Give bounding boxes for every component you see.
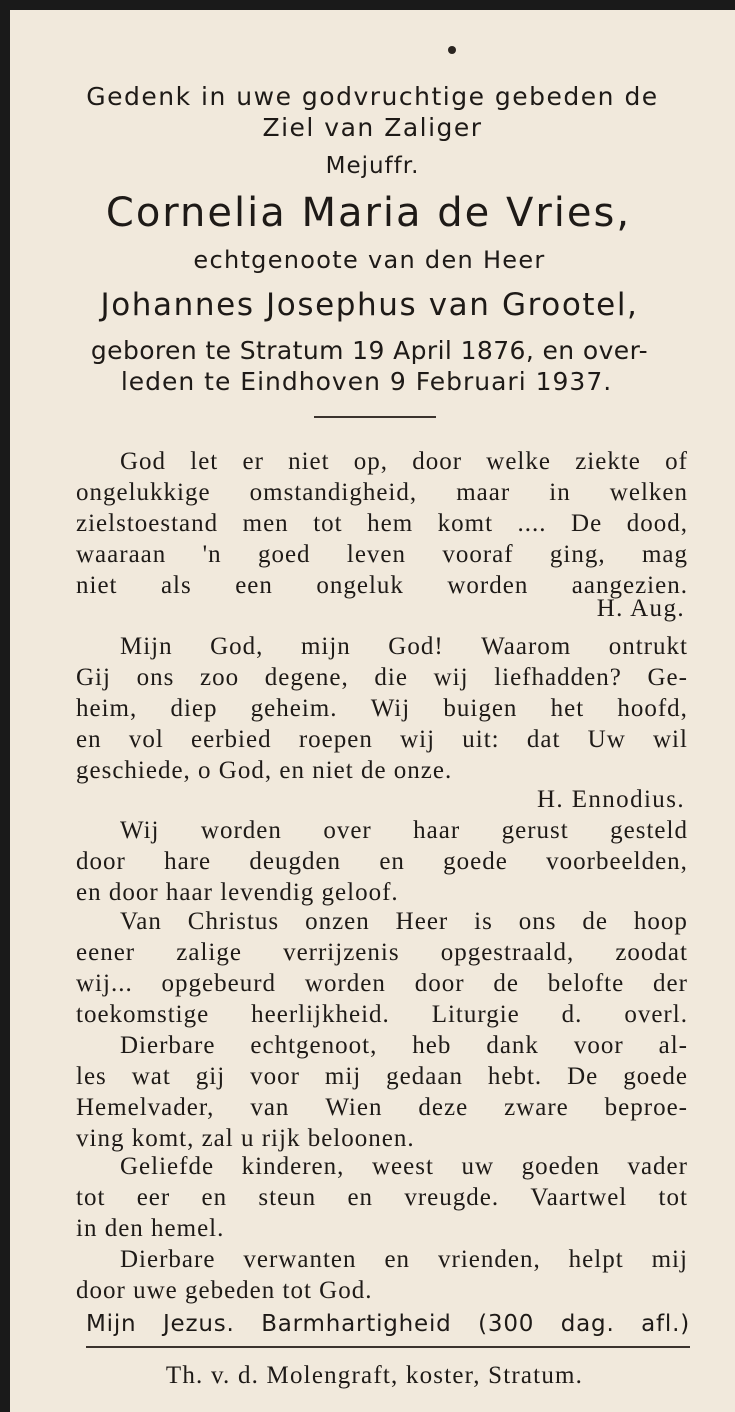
text-line: door uwe gebeden tot God. xyxy=(76,1277,373,1304)
text-line: zielstoestand men tot hem komt .... De dood, xyxy=(76,510,688,537)
intro-line: Gedenk in uwe godvruchtige gebeden de xyxy=(86,82,659,111)
text-line: God let er niet op, door welke ziekte of xyxy=(120,448,688,475)
text-line: en door haar levendig geloof. xyxy=(76,879,399,906)
birth-line: geboren te Stratum 19 April 1876, en over- xyxy=(90,336,649,365)
text-line: ving komt, zal u rijk beloonen. xyxy=(76,1125,415,1152)
relation-line: echtgenoote van den Heer xyxy=(193,246,546,274)
text-line: Mijn God, mijn God! Waarom ontrukt xyxy=(120,633,688,660)
quote-source: H. Ennodius. xyxy=(536,786,685,813)
divider-short xyxy=(314,416,436,418)
death-line: leden te Eindhoven 9 Februari 1937. xyxy=(120,367,613,396)
honorific: Mejuffr. xyxy=(325,153,420,179)
text-line: en vol eerbied roepen wij uit: dat Uw wil xyxy=(76,726,688,753)
text-line: Hemelvader, van Wien deze zware beproe- xyxy=(76,1094,688,1121)
divider-long xyxy=(86,1346,690,1348)
indulgence-prayer: Mijn Jezus. Barmhartigheid (300 dag. afl.) xyxy=(86,1311,690,1337)
text-line: in den hemel. xyxy=(76,1215,225,1242)
memorial-card xyxy=(10,10,735,1412)
text-line: tot eer en steun en vreugde. Vaartwel tot xyxy=(76,1184,688,1211)
text-line: les wat gij voor mij gedaan hebt. De goede xyxy=(76,1063,688,1090)
text-line: Van Christus onzen Heer is ons de hoop xyxy=(120,908,688,935)
quote-source: H. Aug. xyxy=(596,595,685,622)
text-line: geschiede, o God, en niet de onze. xyxy=(76,757,453,784)
text-line: Gij ons zoo degene, die wij liefhadden? Ge- xyxy=(76,664,688,691)
intro-line-2: Ziel van Zaliger xyxy=(262,113,483,142)
text-line: niet als een ongeluk worden aangezien. xyxy=(76,572,688,599)
text-line: heim, diep geheim. Wij buigen het hoofd, xyxy=(76,695,688,722)
text-line: door hare deugden en goede voorbeelden, xyxy=(76,848,688,875)
text-line: Dierbare verwanten en vrienden, helpt mij xyxy=(120,1246,688,1273)
ornament-dot xyxy=(448,46,456,54)
text-line: eener zalige verrijzenis opgestraald, zoodat xyxy=(76,939,688,966)
text-line: Geliefde kinderen, weest uw goeden vader xyxy=(120,1153,688,1180)
deceased-name: Cornelia Maria de Vries, xyxy=(105,190,632,236)
text-line: Dierbare echtgenoot, heb dank voor al- xyxy=(120,1032,688,1059)
text-line: Wij worden over haar gerust gesteld xyxy=(120,817,688,844)
text-line: ongelukkige omstandigheid, maar in welken xyxy=(76,479,688,506)
text-line: waaraan 'n goed leven vooraf ging, mag xyxy=(76,541,688,568)
text-line: toekomstige heerlijkheid. Liturgie d. overl. xyxy=(76,1001,688,1028)
spouse-name: Johannes Josephus van Grootel, xyxy=(100,287,639,323)
text-line: wij... opgebeurd worden door de belofte der xyxy=(76,970,688,997)
printer-credit: Th. v. d. Molengraft, koster, Stratum. xyxy=(165,1362,584,1389)
